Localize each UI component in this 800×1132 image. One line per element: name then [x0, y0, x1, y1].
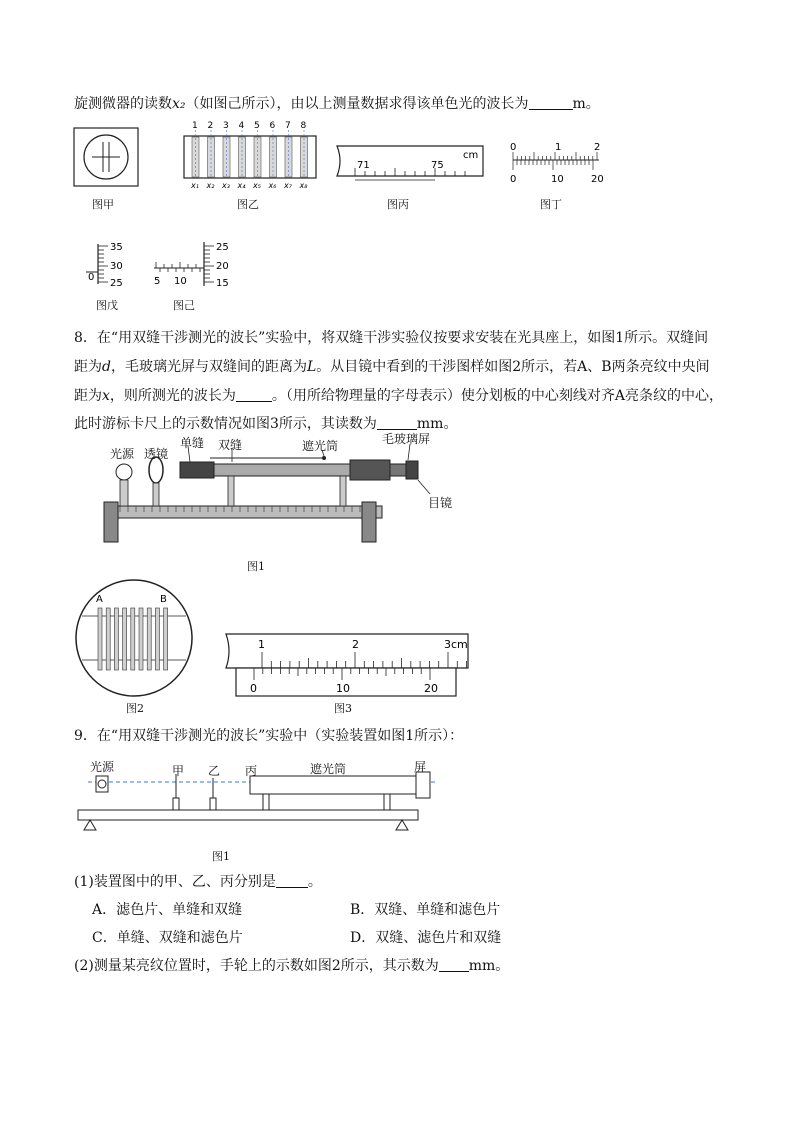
fig-bing-75: 75 [431, 160, 444, 171]
fig-bing-unit: cm [463, 150, 479, 161]
fig-ding-vernier-20: 20 [591, 174, 604, 185]
q8-line-2 [74, 353, 710, 381]
fig-yi-top-number: 5 [254, 121, 260, 131]
q8-fig2-fringe [155, 608, 159, 670]
q8-line-3b: ，则所测光的波长为 [109, 388, 236, 404]
q7-answer-blank[interactable] [529, 93, 573, 110]
q9-label-bing: 丙 [245, 764, 258, 778]
q7-text-a: 旋测微器的读数 [74, 96, 172, 112]
fig-yi-bottom-label: x₇ [284, 181, 292, 190]
q8-fig2-caption: 图2 [126, 702, 144, 715]
q8-label-double-slit: 双缝 [218, 438, 243, 452]
q8-fig2-fringe [147, 608, 151, 670]
fig-wu-caption: 图戊 [96, 299, 118, 312]
q8-line-2b: ，毛玻璃光屏与双缝间的距离为 [110, 359, 307, 375]
q8-label-light-source: 光源 [110, 447, 135, 461]
q8-fig2-fringe [98, 608, 102, 670]
q8-wavelength-blank[interactable] [236, 385, 272, 402]
q7-var-x2: x₂ [172, 96, 186, 112]
q9-label-yi: 乙 [208, 764, 221, 778]
fig-yi-bottom-label: x₄ [237, 181, 246, 190]
q8-line-2a: 距为 [74, 359, 102, 375]
fig-ji [150, 234, 240, 290]
q8-fig2-fringe [123, 608, 127, 670]
fig-yi-bottom-label: x₆ [268, 181, 277, 190]
q9-fig1-apparatus [78, 760, 448, 840]
q8-label-eyepiece: 目镜 [428, 496, 453, 510]
fig-yi-bottom-label: x₃ [222, 181, 230, 190]
q8-label-lens: 透镜 [144, 447, 169, 461]
fig-bing [335, 146, 485, 190]
q8-fig3-vernier-10: 10 [336, 682, 350, 695]
q9-sub1-end: 。 [307, 874, 322, 890]
q8-label-ground-glass-screen: 毛玻璃屏 [382, 432, 431, 446]
q8-line-3c: 。（用所给物理量的字母表示）使分划板的中心刻线对齐A亮条纹的中心， [271, 388, 724, 404]
q8-fig2-fringe [114, 608, 118, 670]
q9-sub1-blank[interactable] [276, 871, 308, 888]
q8-fig2-fringes [74, 578, 194, 698]
q9-label-jia: 甲 [172, 764, 185, 778]
fig-ding [505, 138, 605, 184]
fig-ji-15: 15 [216, 278, 229, 289]
fig-wu-zero: 0 [88, 272, 95, 283]
fig-ji-caption: 图己 [173, 299, 195, 312]
fig-jia-caption: 图甲 [92, 198, 114, 211]
q9-sub1 [74, 868, 322, 896]
fig-jia [74, 128, 138, 188]
fig-yi-top-number: 8 [300, 121, 307, 131]
fig-yi-top-number: 1 [192, 121, 198, 131]
q8-fig3-vernier-caliper [222, 630, 472, 700]
fig-yi-bottom-label: x₈ [299, 181, 308, 190]
q9-line-1: 9．在“用双缝干涉测光的波长”实验中（实验装置如图1所示）： [74, 728, 464, 744]
q8-line-3 [74, 382, 723, 410]
fig-yi-top-number: 6 [269, 121, 276, 131]
q8-fig2-fringe [106, 608, 110, 670]
q9-option-d[interactable]: D．双缝、滤色片和双缝 [350, 930, 502, 946]
fig-yi-top-number: 4 [238, 121, 245, 131]
q8-var-L: L [306, 359, 317, 375]
q8-fig3-main-3cm: 3cm [444, 638, 468, 651]
q9-label-shield-tube: 遮光筒 [310, 762, 347, 776]
q8-line-3a: 距为 [74, 388, 102, 404]
q8-line-2c: 。从目镜中看到的干涉图样如图2所示，若A、B两条亮纹中央间 [316, 359, 710, 375]
q8-var-x: x [102, 388, 110, 404]
q8-fig3-main-2: 2 [352, 638, 359, 651]
fig-wu [84, 234, 144, 290]
q7-text-line [74, 90, 600, 118]
q8-var-d: d [102, 359, 111, 375]
fig-ji-5: 5 [154, 276, 161, 287]
fig-ding-vernier-0: 0 [510, 174, 517, 185]
q8-line-4a: 此时游标卡尺上的示数情况如图3所示，其读数为 [74, 416, 377, 432]
q8-reading-blank[interactable] [377, 413, 417, 430]
q8-fig3-main-1: 1 [258, 638, 265, 651]
fig-yi-top-number: 7 [285, 121, 291, 131]
fig-ding-main-1: 1 [555, 142, 562, 153]
q8-fig2-label-a: A [96, 594, 103, 605]
q9-sub2 [74, 952, 509, 980]
q8-line-4b: mm。 [416, 416, 458, 432]
fig-yi [180, 120, 320, 192]
fig-ji-20: 20 [216, 261, 229, 272]
q8-fig3-vernier-0: 0 [250, 682, 257, 695]
fig-ding-main-0: 0 [510, 142, 517, 153]
q8-label-shield-tube: 遮光筒 [302, 439, 339, 453]
q9-fig1-caption: 图1 [212, 850, 230, 863]
fig-wu-35: 35 [110, 242, 123, 253]
fig-ding-main-2: 2 [594, 142, 601, 153]
q9-label-screen: 屏 [414, 760, 427, 774]
q8-fig2-fringe [164, 608, 168, 670]
fig-bing-caption: 图丙 [387, 198, 409, 211]
fig-wu-30: 30 [110, 261, 123, 272]
q9-sub1-text: (1)装置图中的甲、乙、丙分别是 [74, 874, 276, 890]
q9-sub2-end: mm。 [468, 958, 510, 974]
fig-ji-25: 25 [216, 242, 229, 253]
q9-sub2-blank[interactable] [439, 955, 469, 972]
q9-sub2-text: (2)测量某亮纹位置时，手轮上的示数如图2所示，其示数为 [74, 958, 439, 974]
fig-yi-bottom-label: x₂ [206, 181, 215, 190]
fig-yi-bottom-label: x₁ [191, 181, 199, 190]
fig-yi-bottom-label: x₅ [253, 181, 261, 190]
fig-ding-caption: 图丁 [540, 198, 562, 211]
fig-ji-10: 10 [174, 276, 187, 287]
q9-option-c[interactable]: C．单缝、双缝和滤色片 [92, 930, 243, 946]
q7-unit: m。 [572, 96, 600, 112]
q8-line-1: 8．在“用双缝干涉测光的波长”实验中，将双缝干涉实验仪按要求安装在光具座上，如图1所示。双缝间 [74, 330, 709, 346]
q9-option-b[interactable]: B．双缝、单缝和滤色片 [350, 902, 501, 918]
fig-bing-71: 71 [357, 160, 370, 171]
q8-label-single-slit: 单缝 [180, 436, 205, 450]
q8-fig2-fringe [139, 608, 143, 670]
fig-wu-25: 25 [110, 278, 123, 289]
fig-ding-vernier-10: 10 [551, 174, 564, 185]
q8-fig2-label-b: B [160, 594, 167, 605]
fig-yi-top-number: 3 [223, 121, 229, 131]
q7-text-b: （如图己所示），由以上测量数据求得该单色光的波长为 [185, 96, 529, 112]
q9-label-light-source: 光源 [90, 760, 115, 774]
q9-option-a[interactable]: A．滤色片、单缝和双缝 [92, 902, 243, 918]
q8-fig3-caption: 图3 [334, 702, 352, 715]
q8-fig2-fringe [131, 608, 135, 670]
q8-fig3-vernier-20: 20 [424, 682, 438, 695]
fig-yi-caption: 图乙 [237, 198, 259, 211]
fig-yi-top-number: 2 [207, 121, 214, 131]
q8-fig1-caption: 图1 [247, 560, 265, 573]
